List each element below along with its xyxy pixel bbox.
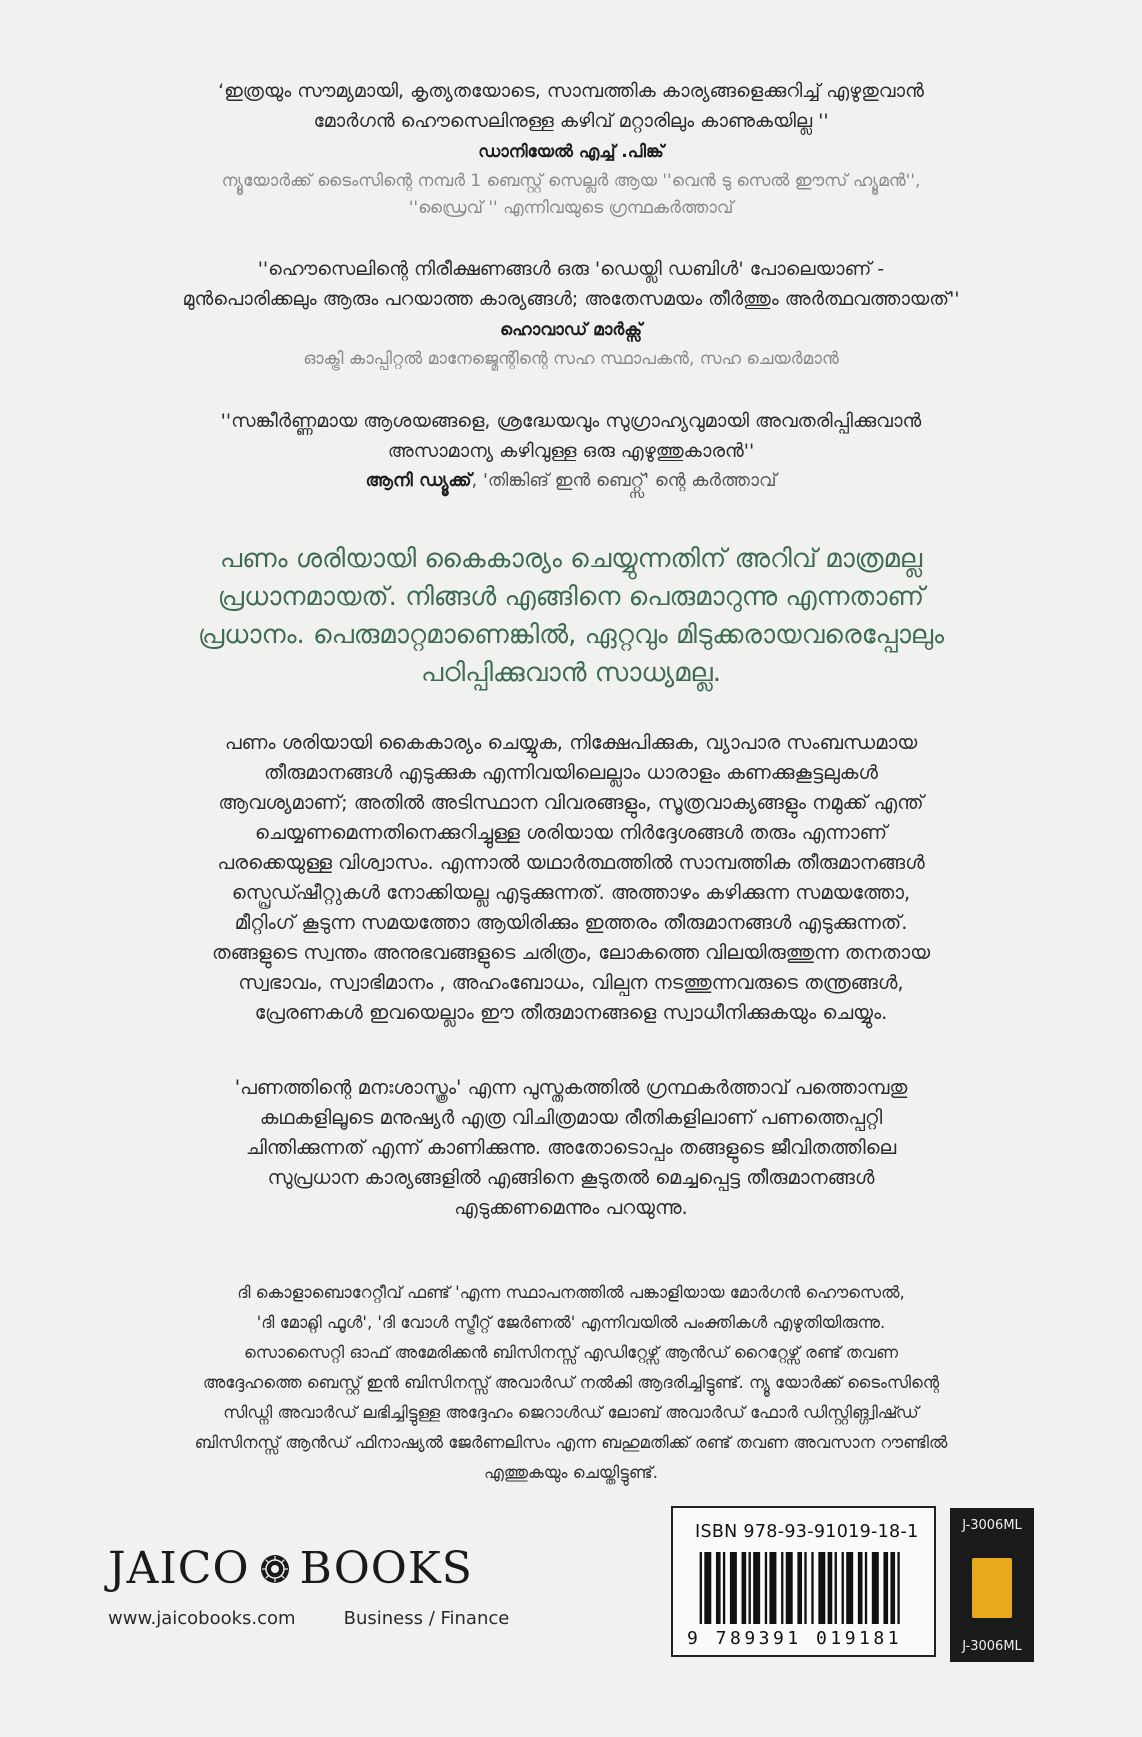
quote-author: ഹൊവാഡ് മാർക്സ് <box>499 320 643 340</box>
barcode-bar <box>883 1552 888 1624</box>
quote-author-description: ന്യൂയോർക്ക് ടൈംസിന്റെ നമ്പർ 1 ബെസ്റ്റ് സെല്ലർ ആയ ''വെൻ ടു സെൽ ഈസ് ഹ്യൂമൻ'', ''ഡ്രൈവ് '' എന്നിവയുടെ ഗ്രന്ഥകർത്താവ് <box>221 171 921 218</box>
jaico-emblem-icon <box>260 1554 290 1584</box>
description-paragraph-1: പണം ശരിയായി കൈകാര്യം ചെയ്യുക, നിക്ഷേപിക്കുക, വ്യാപാര സംബന്ധമായ തീരുമാനങ്ങൾ എടുക്കുക എന്നിവയിലെല്ലാം ധാരാളം കണക്കുകൂട്ടലുകൾ ആവശ്യമാണ്; അതിൽ അടിസ്ഥാന വിവരങ്ങളും, സൂത്രവാക്യങ്ങളും നമുക്ക് എന്ത് ചെയ്യണമെന്നതിനെക്കുറിച്ചുള്ള ശരിയായ നിർദ്ദേശങ്ങൾ തരും എന്നാണ് പരക്കെയുള്ള വിശ്വാസം. എന്നാൽ യഥാർത്ഥത്തിൽ സാമ്പത്തിക തീരുമാനങ്ങൾ സ്പ്രെഡ്ഷീറ്റുകൾ നോക്കിയല്ല എടുക്കുന്നത്. അത്താഴം കഴിക്കുന്ന സമയത്തോ, മീറ്റിംഗ് കൂടുന്ന സമയത്തോ ആയിരിക്കും ഇത്തരം തീരുമാനങ്ങൾ എടുക്കുന്നത്. തങ്ങളുടെ സ്വന്തം അനുഭവങ്ങളുടെ ചരിത്രം, ലോകത്തെ വിലയിരുത്തുന്ന തനതായ സ്വഭാവം, സ്വാഭിമാനം , അഹംബോധം, വില്പന നടത്തുന്നവരുടെ തന്ത്രങ്ങൾ, പ്രേരണകൾ ഇവയെല്ലാം ഈ തീരുമാനങ്ങളെ സ്വാധീനിക്കുകയും ചെയ്യും. <box>212 731 930 1024</box>
barcode-bar <box>842 1552 844 1624</box>
barcode-bar <box>835 1552 837 1624</box>
author-bio: ദി കൊളാബൊറേറ്റീവ് ഫണ്ട് 'എന്ന സ്ഥാപനത്തിൽ പങ്കാളിയായ മോർഗൻ ഹൌസെൽ, 'ദി മോറ്റ്ലി ഫൂൾ', 'ദി വോൾ സ്ട്രീറ്റ് ജേർണൽ' എന്നിവയിൽ പംക്തികൾ എഴുതിയിരുന്നു. സൊസൈറ്റി ഓഫ് അമേരിക്കൻ ബിസിനസ്സ് എഡിറ്റേഴ്സ് ആൻഡ് റൈറ്റേഴ്സ് രണ്ട് തവണ അദ്ദേഹത്തെ ബെസ്റ്റ് ഇൻ ബിസിനസ്സ് അവാർഡ് നൽകി ആദരിച്ചിട്ടുണ്ട്. ന്യൂ യോർക്ക് ടൈംസിന്റെ സിഡ്നി അവാർഡ് ലഭിച്ചിട്ടുള്ള അദ്ദേഹം ജെറാൾഡ് ലോബ് അവാർഡ് ഫോർ ഡിസ്റ്റിങ്ഗ്വിഷ്ഡ് ബിസിനസ്സ് ആൻഡ് ഫിനാഷ്യൽ ജേർണലിസം എന്ന ബഹുമതിക്ക് രണ്ട് തവണ അവസാന റൗണ്ടിൽ എത്തുകയും ചെയ്തിട്ടുണ്ട്. <box>194 1283 948 1482</box>
quote-text: ''സങ്കീർണ്ണമായ ആശയങ്ങളെ, ശ്രദ്ധേയവും സുഗ്രാഹ്യവുമായി അവതരിപ്പിക്കുവാൻ അസാമാന്യ കഴിവുള്ള ഒരു എഴുത്തുകാരൻ'' <box>220 410 922 462</box>
barcode-bar <box>786 1552 793 1624</box>
barcode-bar <box>749 1552 751 1624</box>
catalog-code-top: J-3006ML <box>962 1518 1022 1533</box>
isbn-barcode <box>671 1506 936 1657</box>
endorsement-quote-1 <box>80 76 1062 222</box>
book-icon <box>972 1558 1012 1618</box>
catalog-tag <box>950 1508 1034 1662</box>
publisher-logo: JAICO BOOKS <box>108 1543 473 1594</box>
quote-author-description: , 'തിങ്കിങ് ഇൻ ബെറ്റ്സ്' ന്റെ കർത്താവ് <box>471 470 777 491</box>
barcode-bar <box>716 1552 721 1624</box>
book-category: Business / Finance <box>343 1608 510 1629</box>
barcode-bar <box>846 1552 853 1624</box>
quote-author: ഡാനിയേൽ എച്ച് .പിങ്ക് <box>478 142 664 162</box>
publisher-block <box>108 1540 548 1629</box>
endorsement-quote-2 <box>80 254 1062 373</box>
barcode-bar <box>797 1552 802 1624</box>
barcode-bar <box>897 1552 899 1624</box>
barcode-bar <box>781 1552 783 1624</box>
quote-text: ''ഹൌസെലിന്റെ നിരീക്ഷണങ്ങൾ ഒരു 'ഡെയ്ലി ഡബിൾ' പോലെയാണ് - മുൻപൊരിക്കലും ആരും പറയാത്ത കാര്യങ്ങൾ; അതേസമയം തീർത്തും അർത്ഥവത്തായത്'' <box>182 258 960 310</box>
barcode-bar <box>723 1552 725 1624</box>
quote-text: ‘ഇത്രയും സൗമ്യമായി, കൃത്യതയോടെ, സാമ്പത്തിക കാര്യങ്ങളെക്കുറിച്ച് എഴുതുവാൻ മോർഗൻ ഹൌസെലിനുള്ള കഴിവ് മറ്റാരിലും കാണുകയില്ല '' <box>218 80 924 132</box>
endorsement-quote-3 <box>80 406 1062 496</box>
quote-author-description: ഓക്ട്രി കാപ്പിറ്റൽ മാനേജ്മെന്റിന്റെ സഹ സ്ഥാപകൻ, സഹ ചെയർമാൻ <box>303 349 839 369</box>
barcode-bars <box>695 1552 923 1624</box>
barcode-bar <box>742 1552 747 1624</box>
barcode-bar <box>769 1552 776 1624</box>
barcode-bar <box>804 1552 806 1624</box>
quote-attribution <box>80 466 1062 496</box>
highlight-tagline: പണം ശരിയായി കൈകാര്യം ചെയ്യുന്നതിന് അറിവ് മാത്രമല്ല പ്രധാനമായത്. നിങ്ങൾ എങ്ങിനെ പെരുമാറുന്നു എന്നതാണ് പ്രധാനം. പെരുമാറ്റമാണെങ്കിൽ, ഏറ്റവും മിടുക്കരായവരെപ്പോലും പഠിപ്പിക്കുവാൻ സാധ്യമല്ല. <box>197 544 945 688</box>
barcode-digits: 9 789391 019181 <box>687 1628 903 1649</box>
description-paragraph-2: 'പണത്തിന്റെ മനഃശാസ്ത്രം' എന്ന പുസ്തകത്തിൽ ഗ്രന്ഥകർത്താവ് പത്തൊമ്പതു കഥകളിലൂടെ മനുഷ്യർ എത്ര വിചിത്രമായ രീതികളിലാണ് പണത്തെപ്പറ്റി ചിന്തിക്കുന്നത് എന്ന് കാണിക്കുന്നു. അതോടൊപ്പം തങ്ങളുടെ ജീവിതത്തിലെ സുപ്രധാന കാര്യങ്ങളിൽ എങ്ങിനെ കൂടുതൽ മെച്ചപ്പെട്ട തീരുമാനങ്ങൾ എടുക്കണമെന്നും പറയുന്നു. <box>234 1076 908 1219</box>
barcode-bar <box>700 1552 702 1624</box>
barcode-bar <box>865 1552 867 1624</box>
publisher-website: www.jaicobooks.com <box>108 1608 296 1629</box>
barcode-bar <box>765 1552 767 1624</box>
barcode-bar <box>730 1552 737 1624</box>
barcode-bar <box>828 1552 833 1624</box>
quote-author: ആനി ഡ്യൂക്ക് <box>365 470 472 491</box>
isbn-label: ISBN 978-93-91019-18-1 <box>695 1522 919 1542</box>
barcode-bar <box>704 1552 711 1624</box>
catalog-code-bottom: J-3006ML <box>962 1639 1022 1654</box>
barcode-bar <box>753 1552 760 1624</box>
barcode-bar <box>818 1552 825 1624</box>
barcode-bar <box>858 1552 863 1624</box>
barcode-bar <box>872 1552 879 1624</box>
barcode-bar <box>890 1552 895 1624</box>
barcode-bar <box>811 1552 813 1624</box>
